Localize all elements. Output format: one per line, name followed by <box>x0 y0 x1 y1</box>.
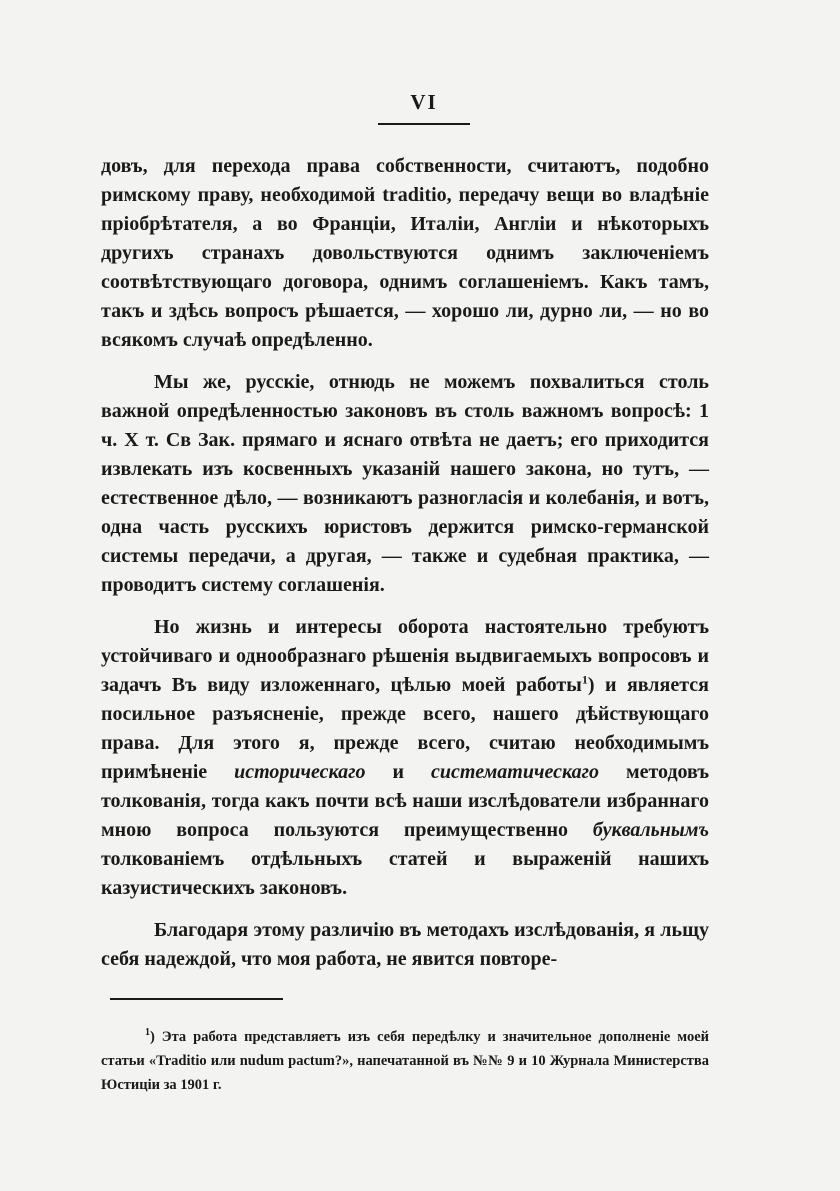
emphasis-systematic: систематическаго <box>431 761 599 783</box>
paragraph-4: Благодаря этому различію въ методахъ изслѣдованія, я льщу себя надеждой, что моя работа, не явится повторе- <box>101 919 709 970</box>
page-number-header: VI <box>410 90 438 114</box>
footnote-text: ) Эта работа представляетъ изъ себя передѣлку и значительное дополненіе моей статьи «Traditio или nudum pactum?», напечатанной въ №№ 9 и 10 Журнала Министерства Юстиціи за 1901 г. <box>101 1029 709 1093</box>
paragraph-3-part-b: ) и является посильное разъясненіе, прежде всего, нашего дѣйствующаго права. Для этого я, прежде всего, считаю необходимымъ примѣненіе <box>101 674 709 783</box>
header-rule <box>378 123 470 125</box>
paragraph-3 <box>101 613 709 903</box>
paragraph-3-part-e: толкованіемъ отдѣльныхъ статей и выраженій нашихъ казуистическихъ законовъ. <box>101 848 709 899</box>
paragraph-3-part-d: методовъ толкованія, тогда какъ почти всѣ наши изслѣдователи избраннаго мною вопроса пользуются преимущественно <box>101 761 710 841</box>
emphasis-literal: буквальнымъ <box>592 819 710 841</box>
footnote-reference: 1 <box>581 672 588 687</box>
paragraph-3-part-a: Но жизнь и интересы оборота настоятельно требуютъ устойчиваго и однообразнаго рѣшенія выдвигаемыхъ вопросовъ и задачъ Въ виду изложеннаго, цѣлью моей работы <box>101 616 709 696</box>
paragraph-3-part-c: и <box>392 761 405 783</box>
main-text <box>101 152 709 974</box>
footnote-mark: 1 <box>145 1027 150 1039</box>
paragraph-1: довъ, для перехода права собственности, считаютъ, подобно римскому праву, необходимой traditio, передачу вещи во владѣніе пріобрѣтателя, а во Франціи, Италіи, Англіи и нѣкоторыхъ другихъ странахъ довольствуются однимъ заключеніемъ соотвѣтствующаго договора, однимъ соглашеніемъ. Какъ тамъ, такъ и здѣсь вопросъ рѣшается, — хорошо ли, дурно ли, — но во всякомъ случаѣ опредѣленно. <box>101 155 709 351</box>
footnote <box>101 1025 709 1097</box>
paragraph-2: Мы же, русскіе, отнюдь не можемъ похвалиться столь важной опредѣленностью законовъ въ столь важномъ вопросѣ: 1 ч. X т. Св Зак. прямаго и яснаго отвѣта не даетъ; его приходится извлекать изъ косвенныхъ указаній нашего закона, но тутъ, — естественное дѣло, — возникаютъ разногласія и колебанія, и вотъ, одна часть русскихъ юристовъ держится римско-германской системы передачи, а другая, — также и судебная практика, — проводитъ систему соглашенія. <box>101 371 709 596</box>
emphasis-historical: историческаго <box>234 761 366 783</box>
footnote-rule <box>110 998 283 1000</box>
